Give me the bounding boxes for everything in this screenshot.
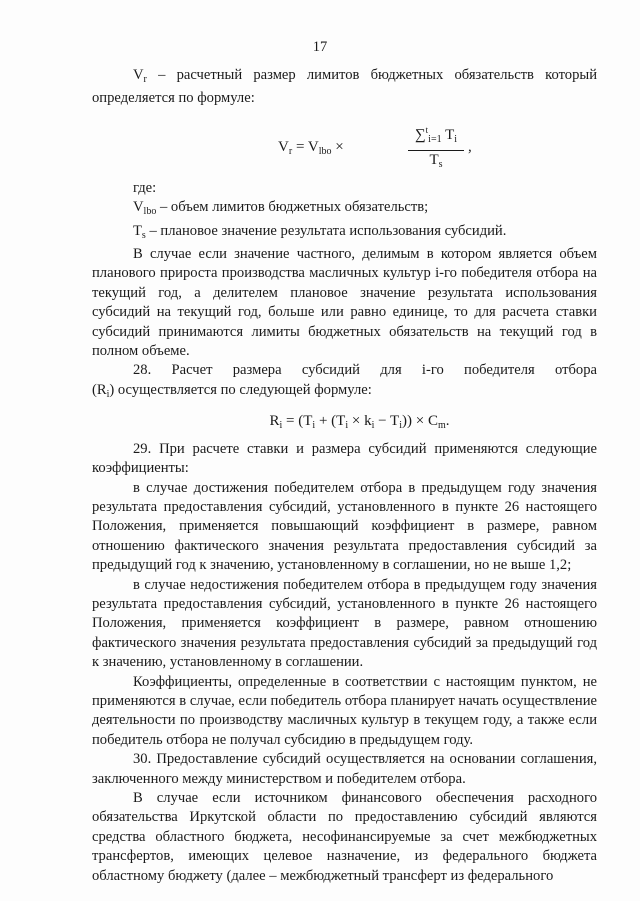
vr-symbol: $V_r$ bbox=[133, 67, 147, 85]
paragraph-28-continuation: $(R_i)$ осуществляется по следующей формуле: bbox=[92, 381, 372, 400]
vr-definition-text: – расчетный размер лимитов бюджетных обязательств который определяется по формуле: bbox=[92, 67, 597, 107]
paragraph-28: 28. Расчет размера субсидий для i-го победителя отбора bbox=[133, 362, 597, 379]
paragraph-29-c: Коэффициенты, определенные в соответствии с настоящим пунктом, не применяются в случае, если победитель отбора планирует начать осуществление деятельности по производству масличных культур в текущем году, а также если победитель отбора не получал субсидию в предыдущем году. bbox=[92, 673, 597, 748]
page-number: 17 bbox=[312, 39, 328, 55]
paragraph-30: 30. Предоставление субсидий осуществляется на основании соглашения, заключенного между министерством и победителем отбора. bbox=[92, 751, 597, 787]
paragraph-29-a: в случае достижения победителем отбора в предыдущем году значения результата предоставления субсидий, установленного в пункте 26 настоящего Положения, применяется повышающий коэффициент в размере, равном отношению фактического значения результата предоставления субсидий за предыдущий год к значению, установленному в соглашении, но не выше 1,2; bbox=[92, 479, 597, 574]
formula-ri: $R_i = (T_i + (T_i \times k_i - T_i)) \times C_m$. bbox=[269, 413, 450, 432]
formula-vr-fraction bbox=[408, 121, 464, 175]
where-label: где: bbox=[133, 179, 157, 196]
paragraph-partial: В случае если значение частного, делимым в котором является объем планового прироста производства масличных культур i-го победителя отбора на текущий год, а делителем плановое значение результата использования субсидий на текущий год, больше или равно единице, то для расчета ставки субсидий принимаются лимиты бюджетных обязательств на текущий год в полном объеме. bbox=[92, 246, 597, 360]
formula-vr-numerator: ∑$^t_{i=1}$ $T_i$ bbox=[408, 121, 464, 151]
formula-vr: $V_r = V_{lbo}$ × $\frac{\sum^t_{i=1} T_i}{T_s}$ , bbox=[92, 109, 597, 179]
definition-ts: $T_s$ – плановое значение результата использования субсидий. bbox=[133, 222, 507, 241]
document-body bbox=[92, 66, 597, 886]
formula-vr-denominator: $T_s$ bbox=[429, 152, 443, 171]
paragraph-29: 29. При расчете ставки и размера субсидий применяются следующие коэффициенты: bbox=[92, 440, 597, 477]
paragraph-vr-definition bbox=[92, 66, 597, 109]
paragraph-last: В случае если источником финансового обеспечения расходного обязательства Иркутской области по предоставлению субсидий являются средства областного бюджета, несофинансируемые за счет межбюджетных трансфертов, имеющих целевое назначение, из федерального бюджета областному бюджету (далее – межбюджетный трансферт из федерального bbox=[92, 790, 597, 884]
paragraph-29-b: в случае недостижения победителем отбора в предыдущем году значения результата предоставления субсидий, установленного в пункте 26 настоящего Положения, применяется коэффициент в размере, равном отношению фактического значения результата предоставления субсидий за предыдущий год к значению, установленному в соглашении. bbox=[92, 576, 597, 671]
formula-vr-lhs: $V_r = V_{lbo}$ × bbox=[278, 138, 344, 157]
definition-vlbo: $V_{lbo}$ – объем лимитов бюджетных обязательств; bbox=[133, 199, 429, 218]
